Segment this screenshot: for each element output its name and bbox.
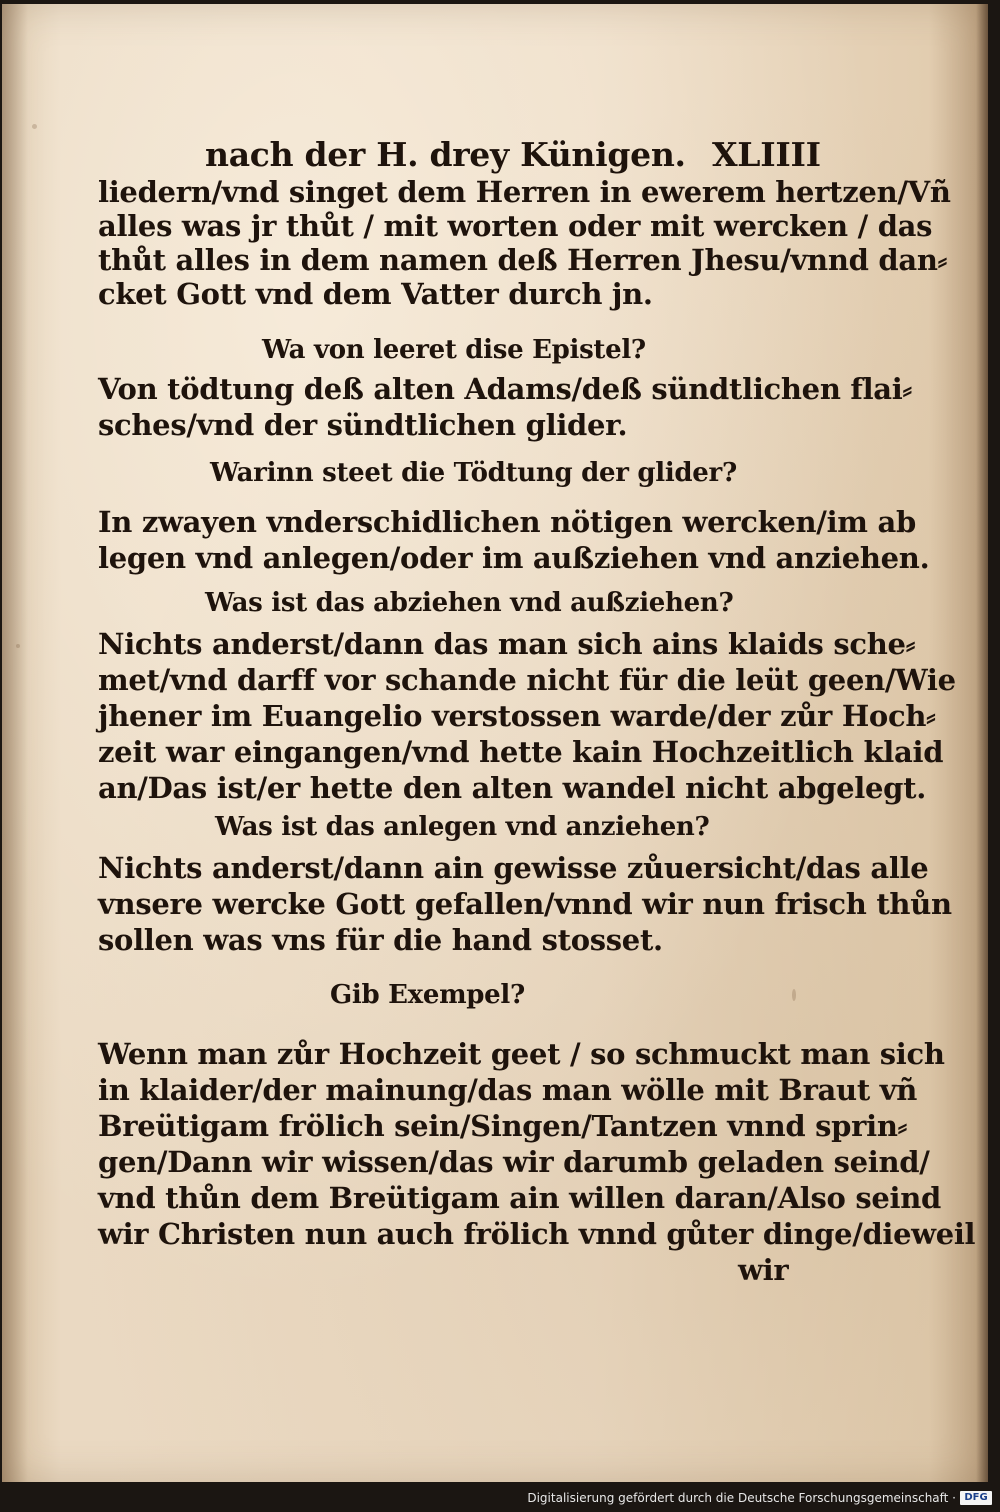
paper-spot bbox=[16, 644, 20, 648]
text-line: Breütigam frölich sein/Singen/Tantzen vnnd sprin⸗ bbox=[98, 1109, 907, 1143]
text-line: Nichts anderst/dann das man sich ains klaids sche⸗ bbox=[98, 627, 916, 661]
text-line: liedern/vnd singet dem Herren in ewerem hertzen/Vñ bbox=[98, 175, 951, 209]
text-line: legen vnd anlegen/oder im außziehen vnd anziehen. bbox=[98, 541, 930, 575]
funding-credit: Digitalisierung gefördert durch die Deutsche Forschungsgemeinschaft · bbox=[527, 1491, 956, 1505]
text-line: vnsere wercke Gott gefallen/vnnd wir nun frisch thůn bbox=[98, 887, 952, 921]
question-heading: Was ist das abziehen vnd außziehen? bbox=[205, 588, 734, 618]
catchword: wir bbox=[738, 1253, 789, 1287]
text-line: gen/Dann wir wissen/das wir darumb geladen seind/ bbox=[98, 1145, 930, 1179]
paper-spot bbox=[32, 124, 37, 129]
text-line: thůt alles in dem namen deß Herren Jhesu/vnnd dan⸗ bbox=[98, 243, 948, 277]
text-line: Von tödtung deß alten Adams/deß sündtlichen flai⸗ bbox=[98, 372, 912, 406]
text-line: In zwayen vnderschidlichen nötigen wercken/im ab bbox=[98, 505, 916, 539]
text-line: wir Christen nun auch frölich vnnd gůter dinge/dieweil bbox=[98, 1217, 976, 1251]
text-line: cket Gott vnd dem Vatter durch jn. bbox=[98, 277, 653, 311]
running-title: nach der H. drey Künigen. bbox=[205, 135, 686, 174]
text-line: sches/vnd der sündtlichen glider. bbox=[98, 408, 628, 442]
text-line: vnd thůn dem Breütigam ain willen daran/Also seind bbox=[98, 1181, 942, 1215]
text-line: alles was jr thůt / mit worten oder mit wercken / das bbox=[98, 209, 933, 243]
text-line: met/vnd darff vor schande nicht für die leüt geen/Wie bbox=[98, 663, 956, 697]
text-line: sollen was vns für die hand stosset. bbox=[98, 923, 663, 957]
text-line: Nichts anderst/dann ain gewisse zůuersicht/das alle bbox=[98, 851, 929, 885]
text-line: in klaider/der mainung/das man wölle mit Braut vñ bbox=[98, 1073, 918, 1107]
question-heading: Warinn steet die Tödtung der glider? bbox=[210, 458, 737, 488]
paper-spot bbox=[792, 989, 796, 1001]
text-line: Wenn man zůr Hochzeit geet / so schmuckt man sich bbox=[98, 1037, 945, 1071]
question-heading: Wa von leeret dise Epistel? bbox=[262, 335, 646, 365]
text-line: jhener im Euangelio verstossen warde/der zůr Hoch⸗ bbox=[98, 699, 936, 733]
text-line: zeit war eingangen/vnd hette kain Hochzeitlich klaid bbox=[98, 735, 944, 769]
question-heading: Was ist das anlegen vnd anziehen? bbox=[215, 812, 710, 842]
question-heading: Gib Exempel? bbox=[330, 980, 525, 1010]
dfg-logo-icon: DFG bbox=[960, 1491, 992, 1505]
folio-number: XLIIII bbox=[712, 135, 821, 174]
text-line: an/Das ist/er hette den alten wandel nicht abgelegt. bbox=[98, 771, 927, 805]
